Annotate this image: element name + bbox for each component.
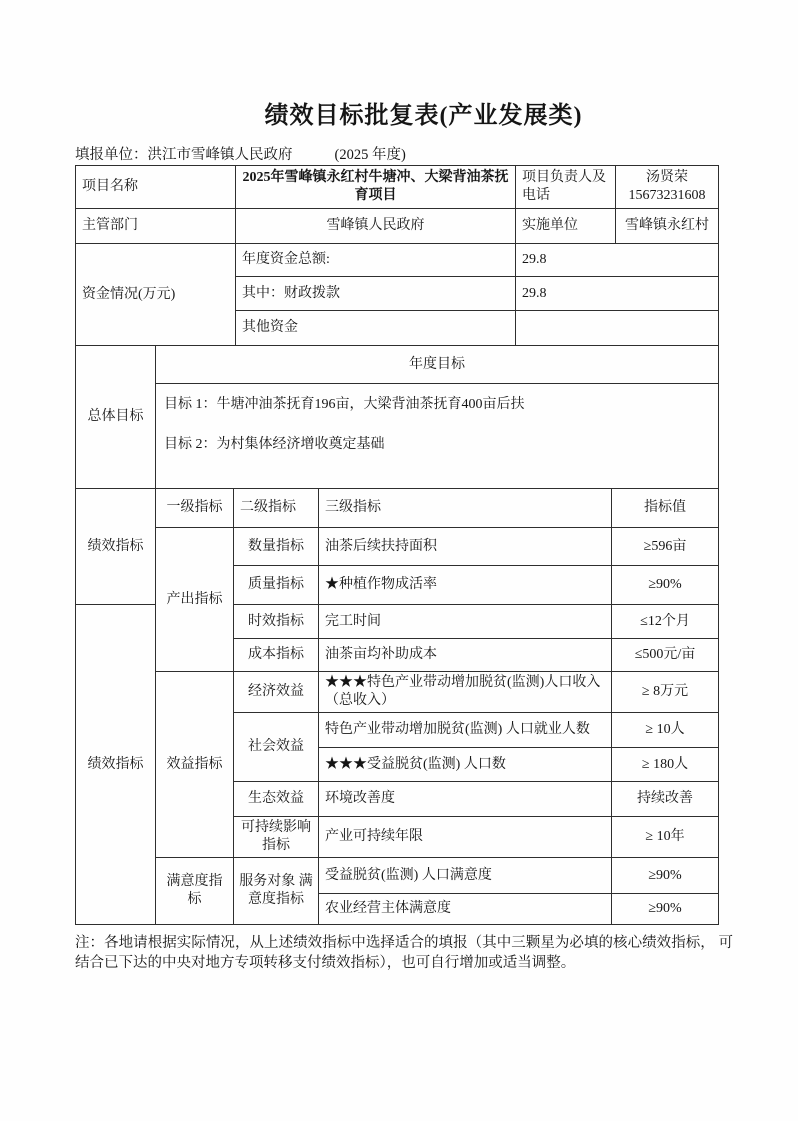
indicators-section-label-bottom: 绩效指标 <box>76 605 156 925</box>
overall-goal-label-cell: 总体目标 <box>76 346 156 489</box>
page-title: 绩效目标批复表(产业发展类) <box>264 103 583 129</box>
header-level1-cell: 一级指标 <box>156 489 234 528</box>
indicator-value-cell: ≥90% <box>612 894 719 925</box>
leader-label-cell: 项目负责人及电话 <box>516 166 616 209</box>
project-name-value-cell: 2025年雪峰镇永红村牛塘冲、大梁背油茶抚育项目 <box>236 166 516 209</box>
leader-phone: 15673231608 <box>628 188 706 203</box>
reporting-unit-line <box>75 145 723 165</box>
table-row <box>76 166 719 209</box>
indicator-text-cell: 特色产业带动增加脱贫(监测) 人口就业人数 <box>319 713 612 748</box>
table-row <box>76 672 719 713</box>
goal-line-2: 目标 2：为村集体经济增收奠定基础 <box>164 437 385 452</box>
project-name-label-cell: 项目名称 <box>76 166 236 209</box>
indicator-text-cell: 农业经营主体满意度 <box>319 894 612 925</box>
indicator-value-cell: ≤500元/亩 <box>612 639 719 672</box>
indicator-l2-cell: 时效指标 <box>234 605 319 639</box>
indicator-text-cell: ★★★受益脱贫(监测) 人口数 <box>319 748 612 782</box>
annual-goal-header-cell: 年度目标 <box>156 346 719 384</box>
year-label: (2025 年度) <box>334 147 406 163</box>
annual-goal-content-cell <box>156 384 719 489</box>
indicator-value-cell: ≥90% <box>612 858 719 894</box>
table-row <box>76 489 719 528</box>
header-level3-cell: 三级指标 <box>319 489 612 528</box>
indicator-text-cell: 环境改善度 <box>319 782 612 817</box>
indicator-text-cell: 产业可持续年限 <box>319 817 612 858</box>
leader-value-cell <box>616 166 719 209</box>
table-row <box>76 346 719 384</box>
reporting-unit-label: 填报单位：洪江市雪峰镇人民政府 <box>75 147 293 163</box>
indicator-value-cell: ≥596亩 <box>612 528 719 566</box>
indicators-section-label-top: 绩效指标 <box>76 489 156 605</box>
indicator-l2-cell: 经济效益 <box>234 672 319 713</box>
leader-name: 汤贤荣 <box>646 170 688 185</box>
basic-info-table <box>75 165 719 244</box>
indicator-value-cell: ≥ 10年 <box>612 817 719 858</box>
indicator-value-cell: ≥ 10人 <box>612 713 719 748</box>
footnote: 注：各地请根据实际情况，从上述绩效指标中选择适合的填报（其中三颗星为必填的核心绩效指标， 可结合已下达的中央对地方专项转移支付绩效指标），也可自行增加或适当调整。 <box>75 935 733 971</box>
funding-other-value-cell <box>516 311 719 346</box>
funding-table <box>75 243 719 346</box>
overall-goal-table <box>75 345 719 489</box>
indicator-text-cell: ★★★特色产业带动增加脱贫(监测)人口收入（总收入） <box>319 672 612 713</box>
group-social-cell: 社会效益 <box>234 713 319 782</box>
group-output-cell: 产出指标 <box>156 528 234 672</box>
goal-line-1: 目标 1：牛塘冲油茶抚育196亩，大梁背油茶抚育400亩后扶 <box>164 397 525 412</box>
table-row <box>76 528 719 566</box>
indicator-l2-cell: 数量指标 <box>234 528 319 566</box>
table-row <box>76 244 719 277</box>
funding-total-label-cell: 年度资金总额: <box>236 244 516 277</box>
indicator-text-cell: 油茶亩均补助成本 <box>319 639 612 672</box>
indicator-value-cell: ≥ 180人 <box>612 748 719 782</box>
funding-fiscal-label-cell: 其中：财政拨款 <box>236 277 516 311</box>
funding-label-cell: 资金情况(万元) <box>76 244 236 346</box>
group-service-cell: 服务对象 满意度指标 <box>234 858 319 925</box>
header-value-cell: 指标值 <box>612 489 719 528</box>
group-benefit-cell: 效益指标 <box>156 672 234 858</box>
indicator-l2-cell: 质量指标 <box>234 566 319 605</box>
impl-value-cell: 雪峰镇永红村 <box>616 209 719 244</box>
funding-total-value-cell: 29.8 <box>516 244 719 277</box>
indicator-value-cell: 持续改善 <box>612 782 719 817</box>
table-row <box>76 384 719 489</box>
indicator-text-cell: 完工时间 <box>319 605 612 639</box>
table-row <box>76 209 719 244</box>
form-content <box>75 0 733 973</box>
table-row <box>76 858 719 894</box>
indicators-table <box>75 488 719 925</box>
indicator-value-cell: ≥ 8万元 <box>612 672 719 713</box>
header-level2-cell: 二级指标 <box>234 489 319 528</box>
indicator-text-cell: 受益脱贫(监测) 人口满意度 <box>319 858 612 894</box>
indicator-l2-cell: 成本指标 <box>234 639 319 672</box>
impl-label-cell: 实施单位 <box>516 209 616 244</box>
group-satisfaction-cell: 满意度指 标 <box>156 858 234 925</box>
indicator-l2-cell: 生态效益 <box>234 782 319 817</box>
indicator-text-cell: ★种植作物成活率 <box>319 566 612 605</box>
indicator-value-cell: ≤12个月 <box>612 605 719 639</box>
dept-value-cell: 雪峰镇人民政府 <box>236 209 516 244</box>
funding-other-label-cell: 其他资金 <box>236 311 516 346</box>
indicator-value-cell: ≥90% <box>612 566 719 605</box>
funding-fiscal-value-cell: 29.8 <box>516 277 719 311</box>
indicator-text-cell: 油茶后续扶持面积 <box>319 528 612 566</box>
dept-label-cell: 主管部门 <box>76 209 236 244</box>
indicator-l2-cell: 可持续影响指标 <box>234 817 319 858</box>
